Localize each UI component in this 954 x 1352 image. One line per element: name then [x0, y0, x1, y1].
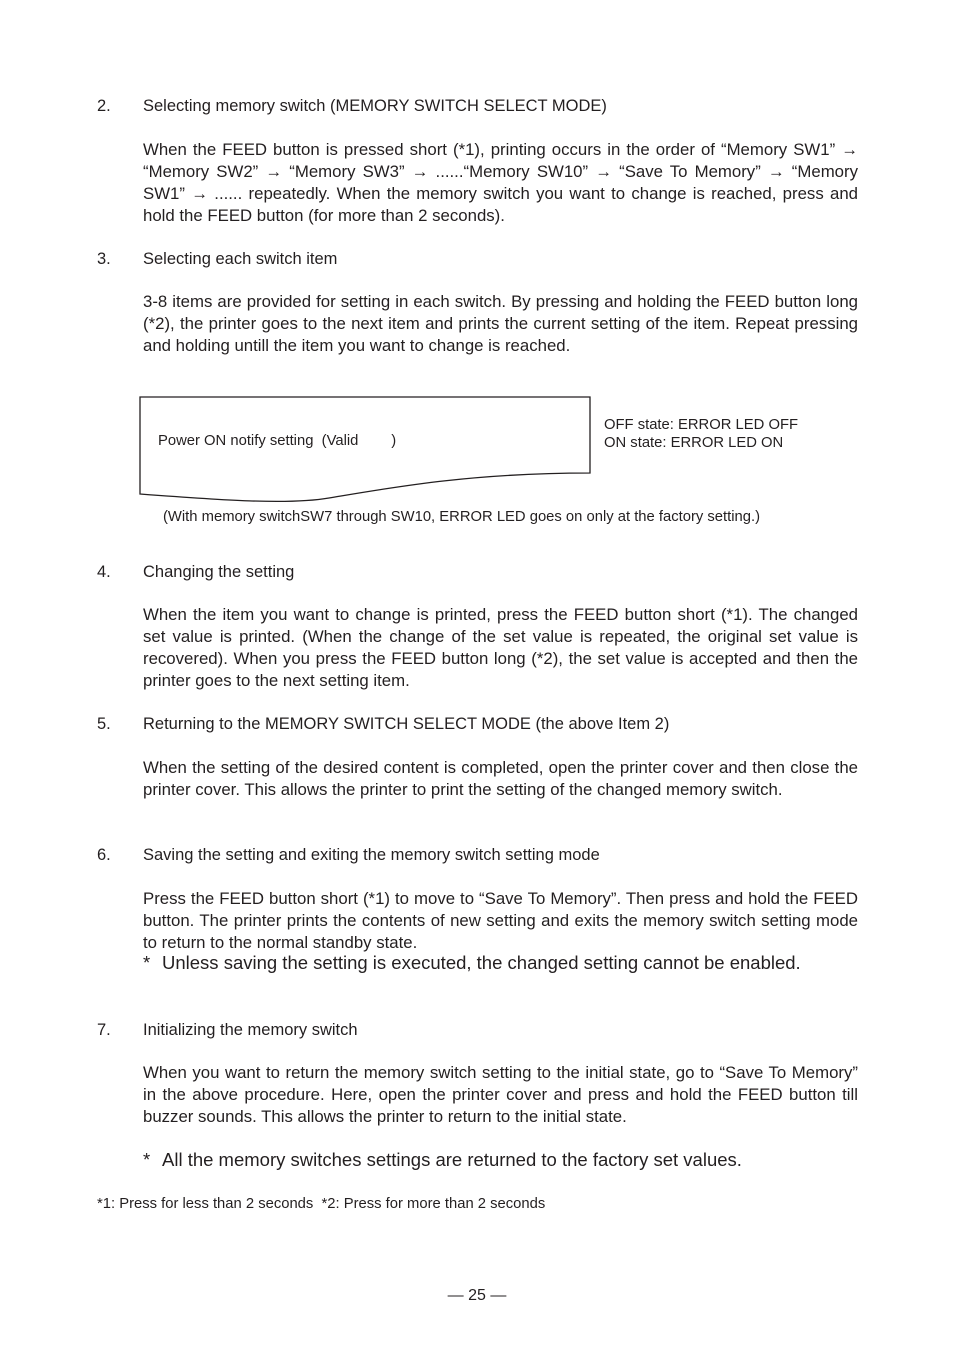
section-body: When the setting of the desired content is completed, open the printer cover and then close the printer cover. This allows the printer to print the setting of the changed memory switch. [143, 758, 858, 799]
note-mark: * [143, 952, 151, 973]
section-heading: Changing the setting [143, 563, 295, 581]
section-body: When the FEED button is pressed short (*1), printing occurs in the order of “Memory SW1” → “Memory SW2” → “Memory SW3” → ......“Memory SW10” → “Save To Memory” → “Memory SW1” → ...... repeatedly. When the memory switch you want to change is reached, press and hold the FEED button (for more than 2 seconds). [143, 140, 858, 225]
section-number: 2. [97, 97, 111, 115]
section-body: 3-8 items are provided for setting in each switch. By pressing and holding the FEED button long (*2), the printer goes to the next item and prints the current setting of the item. Repeat pressing and holding untill the item you want to change is reached. [143, 292, 858, 355]
legend-on-state: ON state: ERROR LED ON [604, 435, 784, 451]
note-mark: * [143, 1149, 151, 1170]
section-body: When you want to return the memory switch setting to the initial state, go to “Save To Memory” in the above procedure. Here, open the printer cover and press and hold the FEED button till buzzer sounds. This allows the printer to return to the initial state. [143, 1063, 858, 1126]
printout-text: Power ON notify setting (Valid ) [158, 433, 397, 449]
section-number: 6. [97, 846, 111, 864]
section-number: 7. [97, 1021, 111, 1039]
section-number: 3. [97, 250, 111, 268]
section-body: When the item you want to change is printed, press the FEED button short (*1). The changed set value is printed. (When the change of the set value is repeated, the original set value is recovered). When you press the FEED button long (*2), the set value is accepted and then the printer goes to the next setting item. [143, 605, 858, 690]
section-heading: Initializing the memory switch [143, 1021, 358, 1039]
page-number: — 25 — [447, 1287, 507, 1304]
section-heading: Selecting each switch item [143, 250, 338, 268]
note-text: Unless saving the setting is executed, the changed setting cannot be enabled. [162, 952, 801, 973]
section-heading: Returning to the MEMORY SWITCH SELECT MODE (the above Item 2) [143, 715, 670, 733]
section-body: Press the FEED button short (*1) to move to “Save To Memory”. Then press and hold the FEED button. The printer prints the contents of new setting and exits the memory switch setting mode to return to the normal standby state. [143, 889, 858, 952]
section-note [143, 952, 858, 974]
note-text: All the memory switches settings are returned to the factory set values. [162, 1149, 742, 1170]
section-number: 4. [97, 563, 111, 581]
section-number: 5. [97, 715, 111, 733]
section-heading: Selecting memory switch (MEMORY SWITCH SELECT MODE) [143, 97, 607, 115]
section-heading: Saving the setting and exiting the memory switch setting mode [143, 846, 600, 864]
footnote: *1: Press for less than 2 seconds *2: Press for more than 2 seconds [97, 1196, 546, 1212]
legend-off-state: OFF state: ERROR LED OFF [604, 417, 799, 433]
section-note [143, 1149, 858, 1171]
diagram-caption: (With memory switchSW7 through SW10, ERROR LED goes on only at the factory setting.) [163, 509, 761, 525]
